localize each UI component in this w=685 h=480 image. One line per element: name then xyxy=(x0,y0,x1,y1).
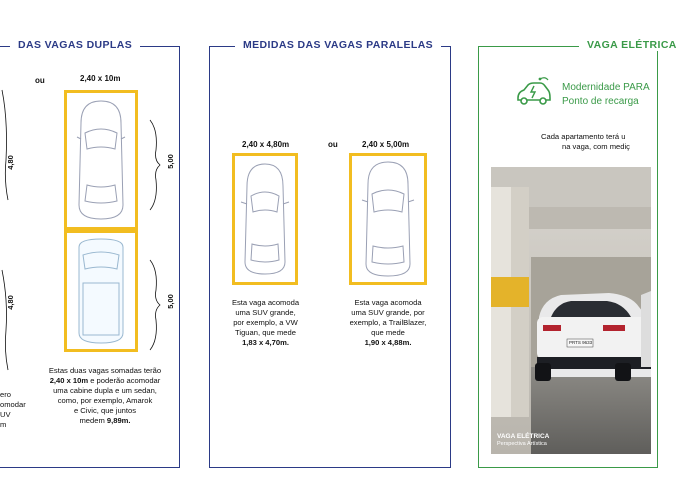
desc-line: Esta vaga acomoda xyxy=(354,298,422,307)
right-dim-bottom: 5,00 xyxy=(165,294,175,309)
suv-icon xyxy=(235,156,295,282)
left-cut-line: UV xyxy=(0,410,11,419)
desc-line: Esta vaga acomoda xyxy=(231,298,300,307)
right-brace-icon xyxy=(148,120,162,370)
title-vagas-paralelas: MEDIDAS DAS VAGAS PARALELAS xyxy=(235,39,441,51)
car-top-icon xyxy=(67,93,135,227)
desc-bold: 1,83 x 4,70m. xyxy=(242,338,289,347)
parallel-spot-1 xyxy=(232,153,298,285)
double-spot-top xyxy=(64,90,138,230)
desc-line xyxy=(338,338,438,348)
desc-line xyxy=(30,416,180,426)
left-cut-line: omodar xyxy=(0,400,26,409)
desc-line: uma cabine dupla e um sedan, xyxy=(53,386,157,395)
spot1-size-label: 2,40 x 4,80m xyxy=(242,140,290,149)
desc-line: Tiguan, que mede xyxy=(235,328,296,337)
desc-bold: 9,89m. xyxy=(106,416,131,425)
license-plate: PRTS 9633 xyxy=(569,340,593,345)
ev-garage-photo xyxy=(491,167,651,454)
ou-label: ou xyxy=(328,140,338,149)
desc-line xyxy=(30,376,180,386)
left-dim-top: 4,80 xyxy=(5,155,15,170)
desc-line: como, por exemplo, Amarok xyxy=(57,396,153,405)
desc-line: por exemplo, a VW xyxy=(233,318,298,327)
ev-charging-car-icon xyxy=(512,76,552,110)
desc-line: uma SUV grande, por xyxy=(351,308,425,317)
duplas-size-label: 2,40 x 10m xyxy=(80,74,121,83)
desc-bold: 2,40 x 10m xyxy=(49,376,89,385)
left-cut-line: m xyxy=(0,420,7,429)
ev-desc-1: Cada apartamento terá u xyxy=(541,132,626,141)
left-dim-bottom: 4,80 xyxy=(5,295,15,310)
desc-line: que mede xyxy=(371,328,405,337)
garage-illustration xyxy=(491,167,651,454)
spot2-size-label: 2,40 x 5,00m xyxy=(362,140,410,149)
title-vagas-duplas: DAS VAGAS DUPLAS xyxy=(10,39,140,51)
spot2-description xyxy=(338,298,438,348)
suv-icon xyxy=(352,156,424,282)
desc-bold: 1,90 x 4,88m. xyxy=(364,338,412,347)
left-cut-line: ero xyxy=(0,390,11,399)
ev-headline-2: Ponto de recarga xyxy=(562,96,639,107)
double-spot-bottom xyxy=(64,230,138,352)
ev-headline-1: Modernidade PARA xyxy=(562,82,650,93)
parallel-spot-2 xyxy=(349,153,427,285)
pickup-truck-icon xyxy=(67,233,135,349)
left-cut-desc xyxy=(0,390,26,430)
desc-line: Estas duas vagas somadas terão xyxy=(48,366,162,375)
desc-line: uma SUV grande, xyxy=(235,308,296,317)
photo-subcaption: Perspectiva Artística xyxy=(497,441,547,447)
desc-line xyxy=(218,338,313,348)
desc-text: e poderão acomodar xyxy=(88,376,161,385)
desc-line: e Civic, que juntos xyxy=(73,406,137,415)
title-vaga-eletrica: VAGA ELÉTRICA xyxy=(579,39,685,51)
ev-desc-2: na vaga, com mediç xyxy=(562,142,630,151)
duplas-description xyxy=(30,366,180,426)
left-brace-icon xyxy=(0,80,14,380)
desc-line: exemplo, a TrailBlazer, xyxy=(349,318,427,327)
photo-caption: VAGA ELÉTRICA xyxy=(497,433,550,440)
spot1-description xyxy=(218,298,313,348)
right-dim-top: 5,00 xyxy=(165,154,175,169)
desc-text: medem xyxy=(79,416,107,425)
ou-label: ou xyxy=(35,76,45,85)
